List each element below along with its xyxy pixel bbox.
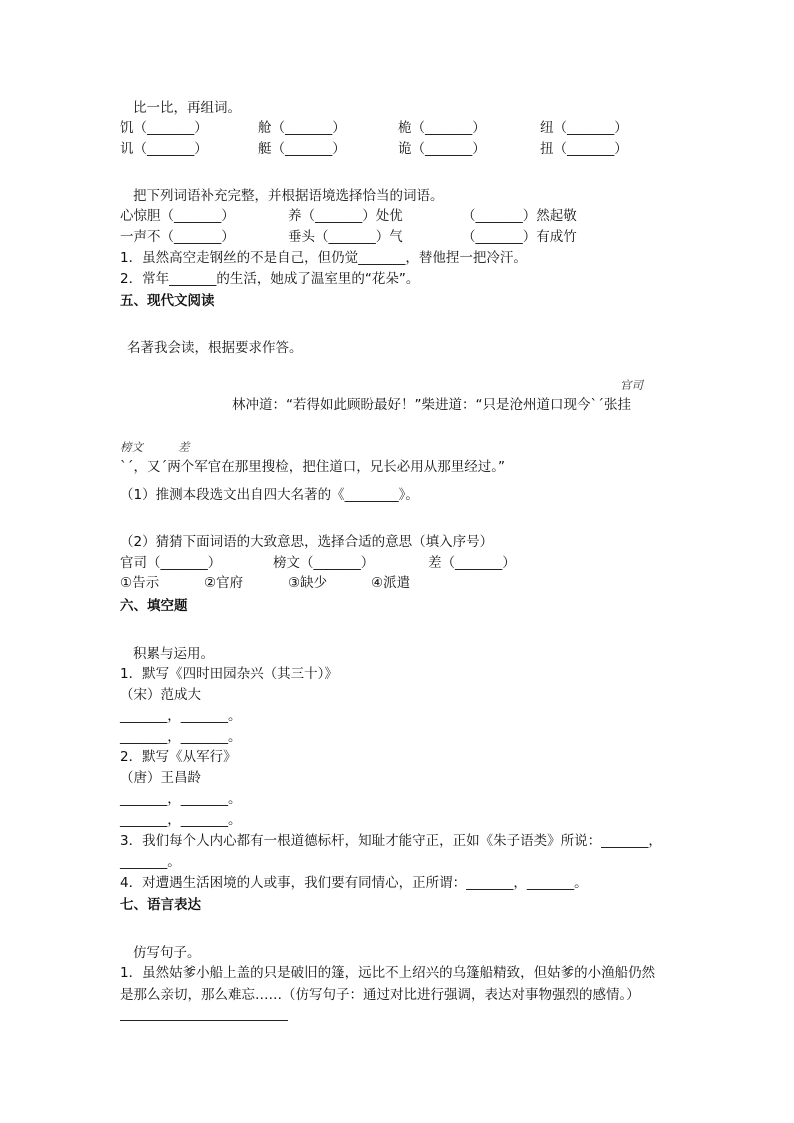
- section2-instruction: 把下列词语补充完整，并根据语境选择恰当的词语。: [133, 188, 444, 204]
- section6-heading: 六、填空题: [120, 598, 188, 614]
- section1-instruction: 比一比，再组词。: [133, 100, 241, 116]
- word-blank[interactable]: 诡（_______）: [398, 141, 486, 157]
- poem-author: （宋）范成大: [120, 687, 201, 703]
- meaning-blank[interactable]: 官司（_______）: [120, 555, 222, 571]
- meaning-blank[interactable]: 差（_______）: [428, 555, 516, 571]
- section7-question-1: 1．虽然姑爹小船上盖的只是破旧的篷，远比不上绍兴的乌篷船精致，但姑爹的小渔船仍然: [120, 965, 656, 981]
- word-blank[interactable]: 扭（_______）: [540, 141, 628, 157]
- word-blank[interactable]: 桅（_______）: [398, 120, 486, 136]
- option: ③缺少: [288, 575, 328, 591]
- idiom-blank[interactable]: 一声不（_______）: [120, 229, 235, 245]
- section6-question-3: 3．我们每个人内心都有一根道德标杆，知耻才能守正，正如《朱子语类》所说：_______，: [120, 833, 662, 849]
- option: ①告示: [120, 575, 160, 591]
- poem-blank[interactable]: _______，_______。: [120, 729, 242, 745]
- section5-instruction: 名著我会读，根据要求作答。: [127, 340, 303, 356]
- poem-blank[interactable]: _______，_______。: [120, 812, 242, 828]
- section6-question-2: 2．默写《从军行》: [120, 749, 237, 765]
- idiom-blank[interactable]: （_______）有成竹: [462, 229, 577, 245]
- section6-instruction: 积累与运用。: [133, 646, 214, 662]
- section2-question-1: 1．虽然高空走钢丝的不是自己，但仍觉_______，替他捏一把冷汗。: [120, 250, 527, 266]
- word-blank[interactable]: 饥（_______）: [120, 120, 208, 136]
- answer-line[interactable]: [120, 1020, 288, 1021]
- passage-line-1: 林冲道：“若得如此顾盼最好！”柴进道：“只是沧州道口现今ˋˊ张挂: [232, 397, 631, 413]
- word-blank[interactable]: 艇（_______）: [258, 141, 346, 157]
- section2-question-2: 2．常年_______的生活，她成了温室里的“花朵”。: [120, 271, 420, 287]
- section7-instruction: 仿写句子。: [133, 945, 201, 961]
- section7-heading: 七、语言表达: [120, 897, 201, 913]
- passage-line-2: ˋˊ，又ˊ两个军官在那里搜检，把住道口，兄长必用从那里经过。”: [120, 459, 505, 475]
- word-blank[interactable]: 纽（_______）: [540, 120, 628, 136]
- idiom-blank[interactable]: 养（_______）处优: [288, 208, 403, 224]
- poem-author: （唐）王昌龄: [120, 770, 201, 786]
- gloss-bangwen: 榜文: [120, 440, 143, 454]
- section5-heading: 五、现代文阅读: [120, 293, 215, 309]
- poem-blank[interactable]: _______，_______。: [120, 708, 242, 724]
- word-blank[interactable]: 舱（_______）: [258, 120, 346, 136]
- idiom-blank[interactable]: 心惊胆（_______）: [120, 208, 235, 224]
- section7-question-1-cont: 是那么亲切，那么难忘……（仿写句子：通过对比进行强调，表达对事物强烈的感情。）: [120, 987, 640, 1003]
- option: ④派遣: [371, 575, 411, 591]
- gloss-guansi: 官司: [620, 378, 643, 392]
- idiom-blank[interactable]: （_______）然起敬: [462, 208, 577, 224]
- section6-question-4: 4．对遭遇生活困境的人或事，我们要有同情心，正所谓：_______，_______。: [120, 875, 588, 891]
- option: ②官府: [204, 575, 244, 591]
- idiom-blank[interactable]: 垂头（_______）气: [288, 229, 403, 245]
- gloss-chai: 差: [178, 440, 190, 454]
- section6-question-3-cont[interactable]: _______。: [120, 854, 181, 870]
- meaning-blank[interactable]: 榜文（_______）: [273, 555, 375, 571]
- section5-question-1: （1）推测本段选文出自四大名著的《________》。: [120, 487, 419, 503]
- section6-question-1: 1．默写《四时田园杂兴（其三十）》: [120, 666, 338, 682]
- word-blank[interactable]: 讥（_______）: [120, 141, 208, 157]
- poem-blank[interactable]: _______，_______。: [120, 791, 242, 807]
- section5-question-2: （2）猜猜下面词语的大致意思，选择合适的意思（填入序号）: [120, 534, 494, 550]
